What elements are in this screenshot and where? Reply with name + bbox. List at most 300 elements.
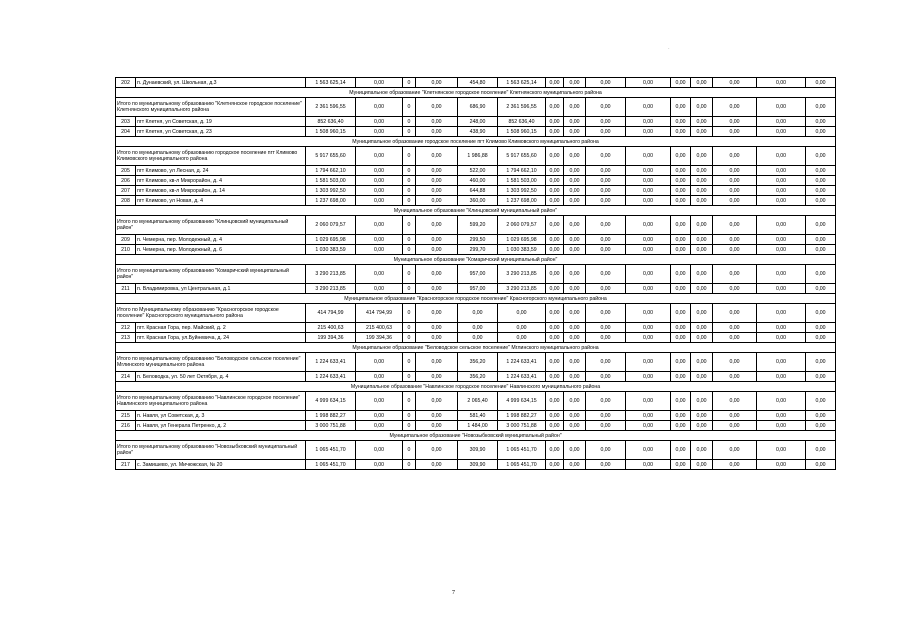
table-cell: 0,00 (564, 265, 586, 284)
table-cell: 0,00 (806, 186, 836, 196)
table-cell: 2 361 596,55 (498, 98, 546, 117)
table-cell: 0,00 (626, 117, 671, 127)
section-title: Муниципальное образование городское поселение пгт Климово Климовского муниципального района (116, 137, 836, 147)
table-cell: 0,00 (713, 421, 757, 431)
table-cell: 0 (403, 235, 416, 245)
table-cell: 0,00 (546, 127, 564, 137)
table-cell: 299,50 (458, 235, 498, 245)
table-cell: 0,00 (671, 216, 691, 235)
table-cell: 0,00 (671, 460, 691, 470)
table-cell: 0,00 (757, 196, 806, 206)
table-row (116, 235, 836, 245)
table-row (116, 78, 836, 88)
subtotal-label: Итого по муниципальному образованию "Навлинское городское поселение" Навлинского муниципального района (116, 392, 306, 411)
table-cell: 0,00 (416, 421, 458, 431)
table-cell: 0,00 (806, 98, 836, 117)
table-cell: 0,00 (546, 245, 564, 255)
table-row (116, 411, 836, 421)
section-header-row (116, 88, 836, 98)
table-cell: 0,00 (416, 117, 458, 127)
table-cell: 0,00 (806, 392, 836, 411)
section-header-row (116, 343, 836, 353)
table-cell: 0,00 (416, 245, 458, 255)
table-cell: 1 224 633,41 (306, 372, 356, 382)
table-cell: 0,00 (806, 245, 836, 255)
table-cell: 0,00 (806, 353, 836, 372)
table-cell: 0,00 (691, 117, 713, 127)
table-cell: 0,00 (806, 265, 836, 284)
table-cell: 0,00 (564, 235, 586, 245)
table-cell: 0,00 (586, 411, 626, 421)
table-cell: 0,00 (626, 127, 671, 137)
table-cell: 0,00 (586, 392, 626, 411)
table-cell: 0,00 (806, 304, 836, 323)
table-cell: 0,00 (564, 166, 586, 176)
corner-mark: · (668, 46, 670, 52)
repair-program-table (115, 77, 836, 470)
table-cell: 0,00 (757, 245, 806, 255)
table-cell: 686,90 (458, 98, 498, 117)
table-cell: 0,00 (564, 284, 586, 294)
table-cell: 0,00 (586, 372, 626, 382)
table-cell: 0,00 (586, 147, 626, 166)
table-cell: 0,00 (356, 117, 403, 127)
table-cell: 1 029 695,98 (306, 235, 356, 245)
table-cell: 0,00 (356, 98, 403, 117)
subtotal-label: Итого по Муниципальному образованию "Красногорское городское поселение" Красногорского муниципального района (116, 304, 306, 323)
table-cell: 1 581 503,00 (498, 176, 546, 186)
table-cell: 0,00 (691, 166, 713, 176)
row-number: 213 (116, 333, 136, 343)
table-row (116, 117, 836, 127)
table-cell: 0,00 (586, 245, 626, 255)
table-cell: 0,00 (626, 265, 671, 284)
table-cell: 0,00 (757, 216, 806, 235)
table-cell: 0,00 (564, 245, 586, 255)
table-cell: 1 065 451,70 (498, 460, 546, 470)
section-title: Муниципальное образование "Красногорское городское поселение" Красногорского муниципального района (116, 294, 836, 304)
table-cell: 199 394,36 (356, 333, 403, 343)
row-number: 209 (116, 235, 136, 245)
table-cell: 1 563 625,14 (498, 78, 546, 88)
row-number: 211 (116, 284, 136, 294)
table-cell: 1 029 695,98 (498, 235, 546, 245)
table-cell: 581,40 (458, 411, 498, 421)
table-cell: 299,70 (458, 245, 498, 255)
subtotal-label: Итого по муниципальному образованию "Новозыбковский муниципальный район" (116, 441, 306, 460)
table-cell: 0,00 (757, 147, 806, 166)
table-cell: 1 508 960,15 (498, 127, 546, 137)
table-cell: 0,00 (586, 166, 626, 176)
address-cell: пгт Климово, ул Новая, д. 4 (136, 196, 306, 206)
table-cell: 0,00 (691, 323, 713, 333)
table-row (116, 166, 836, 176)
table-cell: 0,00 (757, 186, 806, 196)
table-cell: 0,00 (626, 411, 671, 421)
table-cell: 0,00 (356, 127, 403, 137)
table-cell: 0,00 (416, 147, 458, 166)
table-cell: 0 (403, 186, 416, 196)
table-cell: 309,90 (458, 441, 498, 460)
table-cell: 2 361 596,55 (306, 98, 356, 117)
table-cell: 0,00 (713, 460, 757, 470)
table-cell: 0,00 (757, 372, 806, 382)
subtotal-row (116, 216, 836, 235)
table-cell: 0,00 (546, 147, 564, 166)
table-cell: 0,00 (713, 372, 757, 382)
table-cell: 0,00 (757, 411, 806, 421)
table-cell: 0,00 (691, 353, 713, 372)
table-cell: 0,00 (416, 392, 458, 411)
table-cell: 0,00 (806, 411, 836, 421)
subtotal-label: Итого по муниципальному образованию "Клетнянское городское поселение" Клетнянского муниципального района (116, 98, 306, 117)
table-cell: 0,00 (416, 166, 458, 176)
table-cell: 0,00 (356, 176, 403, 186)
table-cell: 0,00 (546, 353, 564, 372)
address-cell: с. Замишево, ул. Мичюжская, № 20 (136, 460, 306, 470)
table-cell: 0,00 (356, 216, 403, 235)
row-number: 216 (116, 421, 136, 431)
table-cell: 0,00 (671, 284, 691, 294)
table-row (116, 372, 836, 382)
table-cell: 0,00 (713, 333, 757, 343)
table-cell: 0,00 (806, 166, 836, 176)
table-cell: 0,00 (671, 196, 691, 206)
address-cell: пгт. Красная Гора, ул.Буйневича, д. 24 (136, 333, 306, 343)
table-cell: 0 (403, 353, 416, 372)
table-cell: 0,00 (691, 235, 713, 245)
table-cell: 5 917 655,60 (306, 147, 356, 166)
table-cell: 0,00 (671, 98, 691, 117)
table-cell: 0,00 (757, 166, 806, 176)
table-cell: 0,00 (713, 235, 757, 245)
table-cell: 0,00 (586, 460, 626, 470)
table-cell: 215 400,63 (306, 323, 356, 333)
address-cell: пгт Климово, кв-л Микрорайон, д. 14 (136, 186, 306, 196)
table-cell: 460,00 (458, 176, 498, 186)
table-cell: 215 400,63 (356, 323, 403, 333)
table-cell: 2 060 079,57 (306, 216, 356, 235)
address-cell: п. Дунаевский, ул. Школьная, д.3 (136, 78, 306, 88)
subtotal-label: Итого по муниципальному образованию городское поселение пгт Климово Климовского муниципального района (116, 147, 306, 166)
table-cell: 0,00 (416, 441, 458, 460)
table-cell: 0,00 (713, 78, 757, 88)
table-cell: 0,00 (806, 460, 836, 470)
section-title: Муниципальное образование "Комаричский муниципальный район" (116, 255, 836, 265)
table-cell: 0,00 (416, 353, 458, 372)
table-cell: 0 (403, 245, 416, 255)
table-cell: 0,00 (671, 392, 691, 411)
table-cell: 0,00 (671, 147, 691, 166)
table-cell: 0,00 (356, 245, 403, 255)
table-cell: 0,00 (626, 196, 671, 206)
table-cell: 0,00 (586, 284, 626, 294)
section-header-row (116, 206, 836, 216)
table-cell: 0,00 (757, 235, 806, 245)
table-cell: 0,00 (564, 176, 586, 186)
table-cell: 0,00 (564, 186, 586, 196)
table-cell: 356,20 (458, 353, 498, 372)
table-cell: 0,00 (691, 127, 713, 137)
table-cell: 0,00 (546, 421, 564, 431)
table-cell: 1 581 503,00 (306, 176, 356, 186)
row-number: 205 (116, 166, 136, 176)
table-cell: 454,80 (458, 78, 498, 88)
subtotal-row (116, 304, 836, 323)
table-cell: 0,00 (691, 441, 713, 460)
row-number: 215 (116, 411, 136, 421)
subtotal-row (116, 441, 836, 460)
table-cell: 0,00 (691, 372, 713, 382)
table-cell: 0,00 (757, 98, 806, 117)
table-cell: 0 (403, 265, 416, 284)
table-cell: 0 (403, 147, 416, 166)
subtotal-row (116, 265, 836, 284)
table-cell: 0,00 (671, 166, 691, 176)
table-row (116, 245, 836, 255)
table-cell: 0,00 (806, 127, 836, 137)
table-cell: 0,00 (416, 176, 458, 186)
table-cell: 0,00 (356, 166, 403, 176)
table-cell: 0,00 (564, 196, 586, 206)
table-cell: 1 237 698,00 (498, 196, 546, 206)
table-cell: 0,00 (564, 372, 586, 382)
table-cell: 0,00 (713, 353, 757, 372)
table-cell: 0,00 (713, 216, 757, 235)
table-cell: 0,00 (356, 284, 403, 294)
table-row (116, 127, 836, 137)
table-cell: 0,00 (356, 186, 403, 196)
table-cell: 0,00 (416, 78, 458, 88)
table-cell: 0,00 (691, 333, 713, 343)
address-cell: пгт Климово, ул Лесная, д. 24 (136, 166, 306, 176)
table-row (116, 196, 836, 206)
table-cell: 0,00 (691, 245, 713, 255)
table-cell: 0,00 (671, 186, 691, 196)
table-cell: 0,00 (356, 235, 403, 245)
table-cell: 0,00 (626, 460, 671, 470)
table-cell: 0 (403, 372, 416, 382)
table-cell: 0 (403, 441, 416, 460)
table-cell: 0,00 (416, 98, 458, 117)
table-cell: 0,00 (757, 353, 806, 372)
table-cell: 0,00 (691, 392, 713, 411)
table-cell: 0,00 (757, 421, 806, 431)
table-cell: 0,00 (626, 421, 671, 431)
table-cell: 0,00 (757, 392, 806, 411)
table-cell: 0,00 (626, 333, 671, 343)
table-cell: 3 290 213,85 (306, 284, 356, 294)
subtotal-row (116, 353, 836, 372)
section-title: Муниципальное образование "Беловодское сельское поселение" Мглинского муниципального района (116, 343, 836, 353)
section-title: Муниципальное образование "Клинцовский муниципальный район" (116, 206, 836, 216)
table-cell: 0,00 (691, 196, 713, 206)
table-cell: 0,00 (671, 245, 691, 255)
table-cell: 0,00 (626, 245, 671, 255)
table-cell: 0,00 (586, 353, 626, 372)
table-cell: 1 303 992,50 (498, 186, 546, 196)
section-header-row (116, 382, 836, 392)
table-cell: 1 998 882,27 (306, 411, 356, 421)
table-cell: 0,00 (713, 196, 757, 206)
row-number: 212 (116, 323, 136, 333)
table-cell: 0,00 (713, 392, 757, 411)
table-cell: 0,00 (546, 441, 564, 460)
table-cell: 852 636,40 (498, 117, 546, 127)
table-cell: 0,00 (586, 323, 626, 333)
table-cell: 0,00 (806, 117, 836, 127)
table-cell: 1 065 451,70 (306, 460, 356, 470)
table-cell: 0,00 (546, 176, 564, 186)
table-cell: 0,00 (691, 265, 713, 284)
row-number: 214 (116, 372, 136, 382)
subtotal-row (116, 147, 836, 166)
table-cell: 1 224 633,41 (498, 353, 546, 372)
table-cell: 0,00 (626, 186, 671, 196)
table-cell: 957,00 (458, 265, 498, 284)
table-cell: 0,00 (757, 127, 806, 137)
table-cell: 0,00 (564, 411, 586, 421)
subtotal-label: Итого по муниципальному образованию "Клинцовский муниципальный район" (116, 216, 306, 235)
table-cell: 0,00 (671, 353, 691, 372)
table-cell: 0,00 (356, 372, 403, 382)
table-cell: 0,00 (564, 323, 586, 333)
table-cell: 0,00 (356, 460, 403, 470)
table-cell: 0,00 (806, 333, 836, 343)
table-cell: 0,00 (546, 265, 564, 284)
table-cell: 0,00 (757, 333, 806, 343)
table-cell: 1 508 960,15 (306, 127, 356, 137)
table-cell: 0,00 (671, 333, 691, 343)
table-cell: 0,00 (498, 323, 546, 333)
table-cell: 1 986,88 (458, 147, 498, 166)
table-cell: 644,88 (458, 186, 498, 196)
table-cell: 0,00 (356, 353, 403, 372)
table-cell: 4 999 634,15 (306, 392, 356, 411)
row-number: 210 (116, 245, 136, 255)
section-title: Муниципальное образование "Навлинское городское поселение" Навлинского муниципального района (116, 382, 836, 392)
table-cell: 0,00 (546, 196, 564, 206)
table-cell: 0,00 (806, 235, 836, 245)
table-cell: 0,00 (713, 323, 757, 333)
table-cell: 0,00 (626, 147, 671, 166)
table-cell: 0,00 (586, 235, 626, 245)
table-cell: 0,00 (586, 421, 626, 431)
table-cell: 0,00 (564, 98, 586, 117)
table-cell: 0,00 (806, 372, 836, 382)
table-cell: 0,00 (671, 441, 691, 460)
table-cell: 0,00 (356, 441, 403, 460)
table-cell: 0,00 (626, 235, 671, 245)
table-cell: 0,00 (564, 78, 586, 88)
table-cell: 0,00 (416, 216, 458, 235)
table-cell: 1 065 451,70 (306, 441, 356, 460)
table-cell: 0,00 (713, 127, 757, 137)
table-cell: 0,00 (671, 421, 691, 431)
address-cell: п. Навля, ул Советская, д. 3 (136, 411, 306, 421)
table-cell: 0,00 (713, 411, 757, 421)
address-cell: пгт Клетня, ул Советская, д. 23 (136, 127, 306, 137)
table-cell: 248,00 (458, 117, 498, 127)
table-cell: 0,00 (626, 166, 671, 176)
table-cell: 1 030 383,59 (306, 245, 356, 255)
table-cell: 0,00 (713, 117, 757, 127)
row-number: 202 (116, 78, 136, 88)
table-cell: 0,00 (416, 460, 458, 470)
table-cell: 0,00 (564, 117, 586, 127)
subtotal-label: Итого по муниципальному образованию "Беловодское сельское поселение" Мглинского муниципального района (116, 353, 306, 372)
table-row (116, 333, 836, 343)
address-cell: п. Чемерна, пер. Молодежный, д. 6 (136, 245, 306, 255)
table-cell: 0,00 (626, 284, 671, 294)
table-cell: 0,00 (671, 265, 691, 284)
table-cell: 1 224 633,41 (498, 372, 546, 382)
table-cell: 4 999 634,15 (498, 392, 546, 411)
table-cell: 0,00 (356, 421, 403, 431)
table-cell: 0,00 (757, 323, 806, 333)
table-cell: 0,00 (564, 304, 586, 323)
table-cell: 957,00 (458, 284, 498, 294)
table-cell: 0,00 (416, 284, 458, 294)
table-cell: 0,00 (564, 460, 586, 470)
table-cell: 0,00 (691, 460, 713, 470)
row-number: 208 (116, 196, 136, 206)
table-cell: 0 (403, 333, 416, 343)
table-cell: 0,00 (416, 304, 458, 323)
table-cell: 0,00 (626, 372, 671, 382)
table-cell: 0,00 (564, 147, 586, 166)
table-cell: 356,20 (458, 372, 498, 382)
table-cell: 199 394,36 (306, 333, 356, 343)
table-cell: 0,00 (416, 186, 458, 196)
table-cell: 0,00 (546, 411, 564, 421)
address-cell: пгт Клетня, ул Советская, д. 19 (136, 117, 306, 127)
section-header-row (116, 431, 836, 441)
table-cell: 0,00 (671, 78, 691, 88)
table-cell: 0,00 (671, 411, 691, 421)
row-number: 217 (116, 460, 136, 470)
row-number: 207 (116, 186, 136, 196)
table-cell: 0,00 (356, 265, 403, 284)
table-cell: 0,00 (806, 78, 836, 88)
table-cell: 0,00 (546, 78, 564, 88)
table-cell: 0,00 (713, 245, 757, 255)
table-cell: 0,00 (586, 98, 626, 117)
table-cell: 0,00 (416, 196, 458, 206)
table-cell: 1 563 625,14 (306, 78, 356, 88)
address-cell: пгт Климово, кв-л Микрорайон, д. 4 (136, 176, 306, 186)
table-cell: 0,00 (713, 147, 757, 166)
table-cell: 0,00 (546, 186, 564, 196)
table-cell: 0,00 (626, 216, 671, 235)
table-cell: 0,00 (626, 353, 671, 372)
table-cell: 0,00 (546, 117, 564, 127)
section-header-row (116, 255, 836, 265)
table-row (116, 421, 836, 431)
table-cell: 0,00 (691, 284, 713, 294)
table-cell: 0,00 (691, 147, 713, 166)
table-cell: 0,00 (546, 304, 564, 323)
table-cell: 522,00 (458, 166, 498, 176)
table-cell: 0,00 (806, 441, 836, 460)
table-cell: 0,00 (546, 323, 564, 333)
table-cell: 0 (403, 323, 416, 333)
address-cell: п. Навля, ул Генерала Петренко, д. 2 (136, 421, 306, 431)
table-cell: 0 (403, 460, 416, 470)
table-cell: 0,00 (671, 372, 691, 382)
table-cell: 0,00 (757, 441, 806, 460)
table-cell: 0,00 (546, 166, 564, 176)
